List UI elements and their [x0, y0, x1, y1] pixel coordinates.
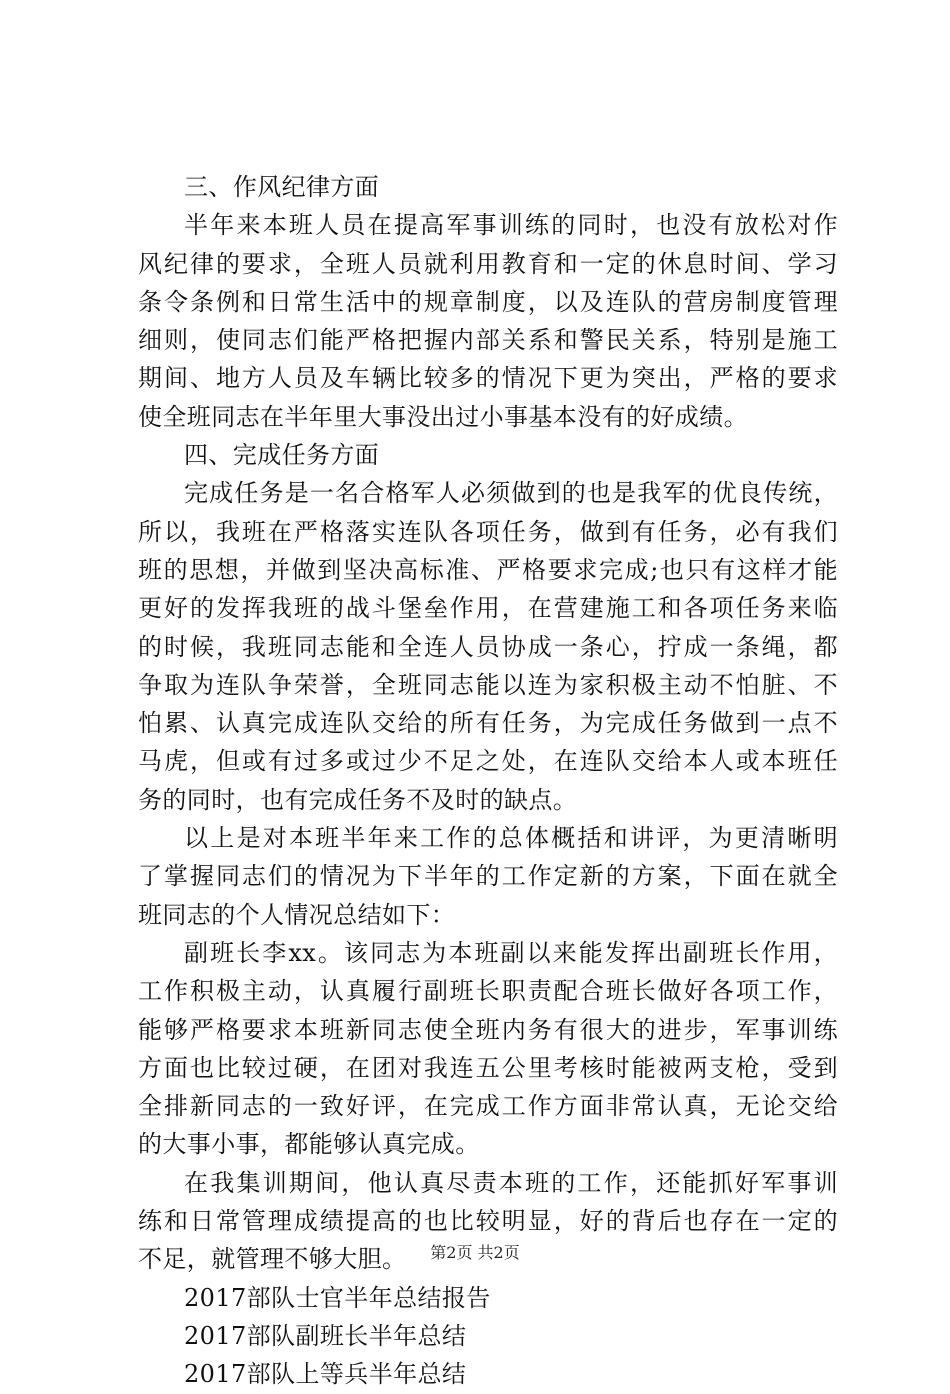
- paragraph-line: 以上是对本班半年来工作的总体概括和讲评，为更清晰明: [184, 824, 838, 853]
- related-title: 2017部队士官半年总结报告: [184, 1283, 491, 1312]
- paragraph-line: 细则，使同志们能严格把握内部关系和警民关系，特别是施工: [138, 326, 838, 355]
- paragraph-line: 马虎，但或有过多或过少不足之处，在连队交给本人或本班任: [138, 747, 838, 776]
- paragraph-line: 了掌握同志们的情况为下半年的工作定新的方案，下面在就全: [138, 862, 838, 891]
- paragraph-line: 半年来本班人员在提高军事训练的同时，也没有放松对作: [184, 211, 838, 240]
- paragraph-line: 练和日常管理成绩提高的也比较明显，好的背后也存在一定的: [138, 1207, 838, 1236]
- paragraph-line: 的时候，我班同志能和全连人员协成一条心，拧成一条绳，都: [138, 632, 838, 661]
- paragraph-line: 的大事小事，都能够认真完成。: [138, 1130, 480, 1159]
- paragraph-line: 能够严格要求本班新同志使全班内务有很大的进步，军事训练: [138, 1015, 838, 1044]
- paragraph-line: 条令条例和日常生活中的规章制度，以及连队的营房制度管理: [138, 287, 838, 316]
- paragraph-line: 务的同时，也有完成任务不及时的缺点。: [138, 785, 578, 814]
- related-title: 2017部队副班长半年总结: [184, 1321, 467, 1350]
- paragraph-line: 方面也比较过硬，在团对我连五公里考核时能被两支枪，受到: [138, 1053, 838, 1082]
- section-heading-tasks: 四、完成任务方面: [184, 441, 380, 470]
- paragraph-line: 全排新同志的一致好评，在完成工作方面非常认真，无论交给: [138, 1092, 838, 1121]
- paragraph-line: 更好的发挥我班的战斗堡垒作用，在营建施工和各项任务来临: [138, 594, 838, 623]
- paragraph-line: 工作积极主动，认真履行副班长职责配合班长做好各项工作，: [138, 977, 838, 1006]
- paragraph-line: 班同志的个人情况总结如下：: [138, 900, 456, 929]
- paragraph-line: 在我集训期间，他认真尽责本班的工作，还能抓好军事训: [184, 1168, 838, 1197]
- paragraph-line: 使全班同志在半年里大事没出过小事基本没有的好成绩。: [138, 402, 748, 431]
- paragraph-line: 不足，就管理不够大胆。: [138, 1245, 407, 1274]
- paragraph-line: 怕累、认真完成连队交给的所有任务，为完成任务做到一点不: [138, 709, 838, 738]
- section-heading-discipline: 三、作风纪律方面: [184, 173, 380, 201]
- paragraph-line: 风纪律的要求，全班人员就利用教育和一定的休息时间、学习: [138, 249, 838, 278]
- paragraph-line: 副班长李xx。该同志为本班副以来能发挥出副班长作用，: [184, 938, 838, 967]
- document-body: [138, 168, 838, 1394]
- paragraph-line: 争取为连队争荣誉，全班同志能以连为家积极主动不怕脏、不: [138, 670, 838, 699]
- page-number-footer: 第2页 共2页: [430, 1243, 520, 1262]
- paragraph-line: 班的思想，并做到坚决高标准、严格要求完成;也只有这样才能: [138, 555, 838, 584]
- paragraph-line: 完成任务是一名合格军人必须做到的也是我军的优良传统，: [184, 479, 838, 508]
- related-title: 2017部队上等兵半年总结: [184, 1360, 467, 1389]
- paragraph-line: 期间、地方人员及车辆比较多的情况下更为突出，严格的要求: [138, 364, 838, 393]
- paragraph-line: 所以，我班在严格落实连队各项任务，做到有任务，必有我们: [138, 517, 838, 546]
